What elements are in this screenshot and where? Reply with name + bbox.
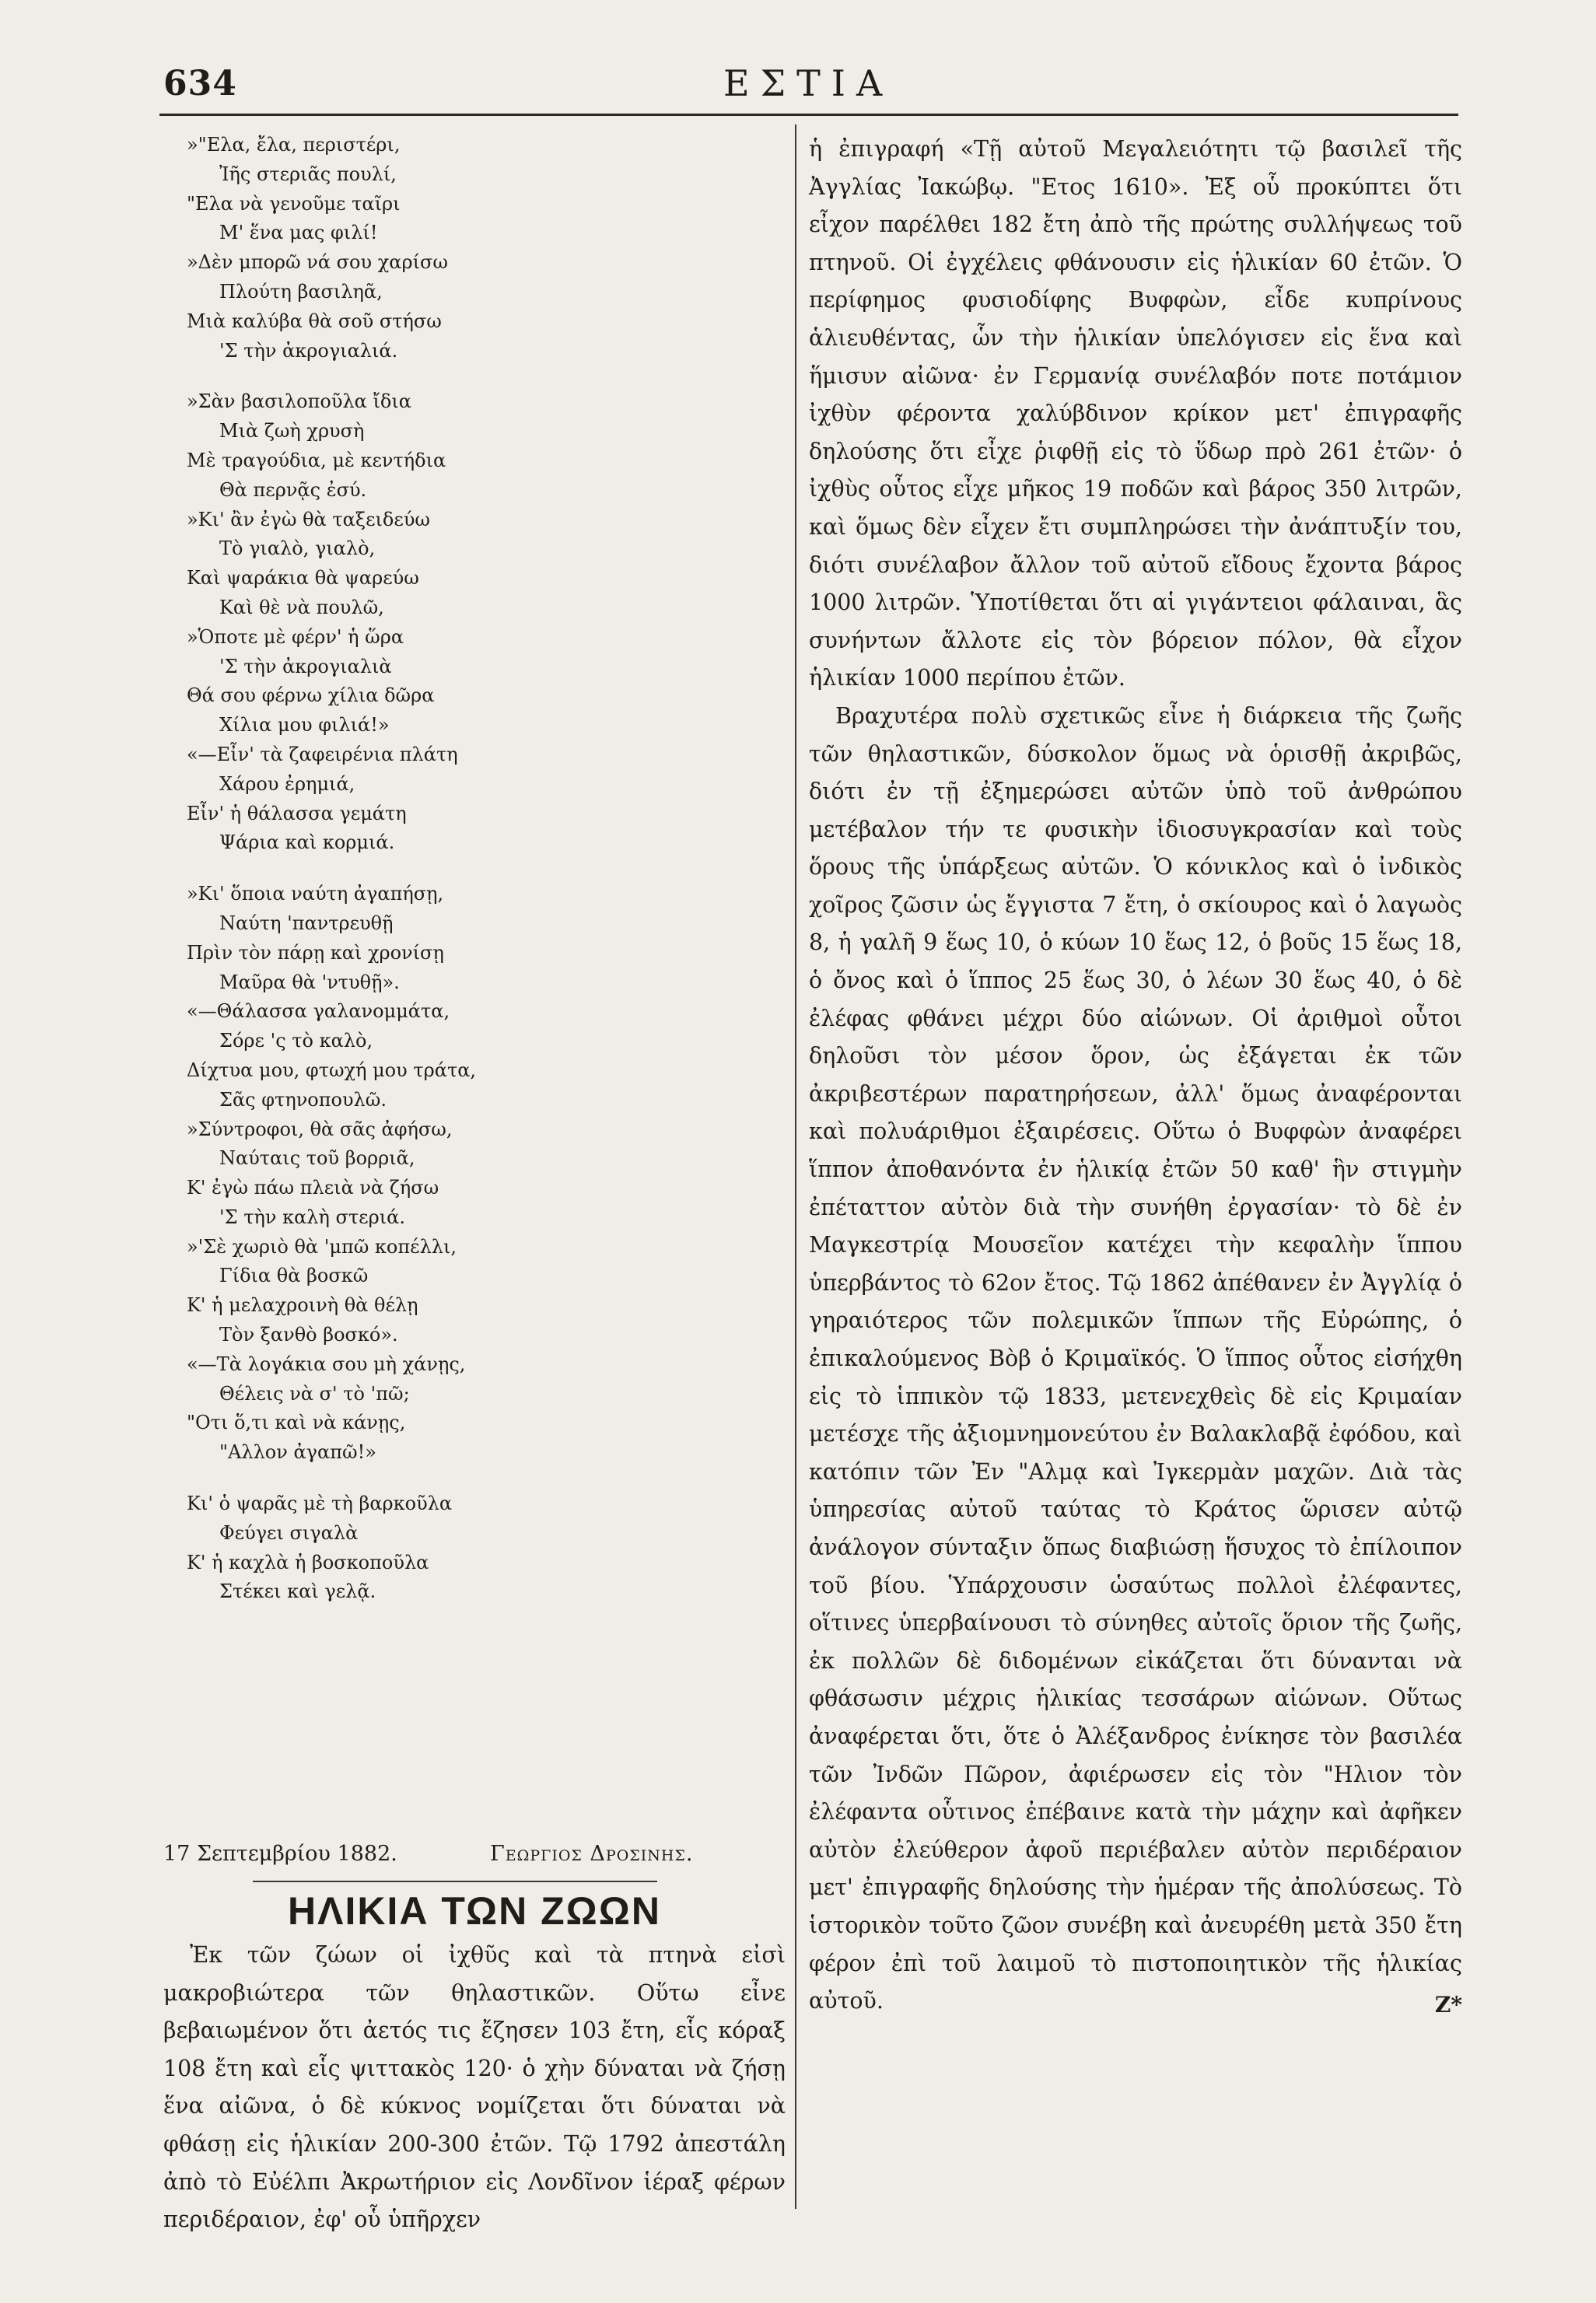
poem-line: »Ὁποτε μὲ φέρν' ἡ ὥρα bbox=[187, 625, 404, 648]
poem-line: Πρὶν τὸν πάρῃ καὶ χρονίσῃ bbox=[187, 941, 444, 964]
poem-line: Μιὰ καλύβα θὰ σοῦ στήσω bbox=[187, 310, 442, 332]
poem-date: 17 Σεπτεμβρίου 1882. bbox=[163, 1842, 397, 1866]
poem-line: Σᾶς φτηνοπουλῶ. bbox=[219, 1088, 387, 1111]
poem-line: 'Σ τὴν καλὴ στεριά. bbox=[219, 1206, 405, 1228]
column-divider bbox=[795, 124, 796, 2209]
poem-line: «—Εἶν' τὰ ζαφειρένια πλάτη bbox=[187, 743, 458, 765]
poem-line: Τὸ γιαλὸ, γιαλὸ, bbox=[219, 537, 376, 560]
poem-stanza bbox=[171, 387, 786, 858]
poem-line: "Ελα νὰ γενοῦμε ταῖρι bbox=[187, 192, 401, 215]
poem-line: Κ' ἡ μελαχροινὴ θὰ θέλῃ bbox=[187, 1294, 418, 1317]
poem-line: Ψάρια καὶ κορμιά. bbox=[219, 831, 395, 854]
poem-line: »Κι' ἂν ἐγὼ θὰ ταξειδεύω bbox=[187, 508, 430, 530]
article-signature: Ζ* bbox=[1434, 1991, 1462, 2018]
article-paragraph: ἡ ἐπιγραφή «Τῇ αὐτοῦ Μεγαλειότητι τῷ βασιλεῖ τῆς Ἀγγλίας Ἰακώβῳ. "Ετος 1610». Ἐξ οὗ προκύπτει ὅτι εἶχον παρέλθει 182 ἔτη ἀπὸ τῆς πρώτης συλλήψεως τοῦ πτηνοῦ. Οἱ ἐγχέλεις φθάνουσιν εἰς ἡλικίαν 60 ἐτῶν. Ὁ περίφημος φυσιοδίφης Βυφφὼν, εἶδε κυπρίνους ἁλιευθέντας, ὧν τὴν ἡλικίαν ὑπελόγισεν εἰς ἕνα καὶ ἥμισυν αἰῶνα· ἐν Γερμανίᾳ συνέλαβόν ποτε ποτάμιον ἰχθὺν φέροντα χαλύβδινον κρίκον μετ' ἐπιγραφῆς δηλούσης ὅτι εἶχε ῥιφθῇ εἰς τὸ ὕδωρ πρὸ 261 ἐτῶν· ὁ ἰχθὺς οὗτος εἶχε μῆκος 19 ποδῶν καὶ βάρος 350 λιτρῶν, καὶ ὅμως δὲν εἶχεν ἔτι συμπληρώσει τὴν ἀνάπτυξίν του, διότι συνέλαβον ἄλλον τοῦ αὐτοῦ εἴδους ἔχοντα βάρος 1000 λιτρῶν. Ὑποτίθεται ὅτι αἱ γιγάντειοι φάλαιναι, ἃς συνήντων ἄλλοτε εἰς τὸν βόρειον πόλον, θὰ εἶχον ἡλικίαν 1000 περίπου ἐτῶν. bbox=[809, 136, 1462, 691]
poem-line: Στέκει καὶ γελᾷ. bbox=[219, 1580, 376, 1603]
poem-line: Πλούτη βασιληᾶ, bbox=[219, 280, 383, 303]
poem-line: Ναύταις τοῦ βορριᾶ, bbox=[219, 1147, 415, 1170]
poem-line: Φεύγει σιγαλὰ bbox=[219, 1521, 359, 1544]
poem-line: Θὰ περνᾷς ἐσύ. bbox=[219, 478, 367, 501]
poem-line: »Σὰν βασιλοποῦλα ἴδια bbox=[187, 390, 411, 413]
poem-line: "Οτι ὅ,τι καὶ νὰ κάνῃς, bbox=[187, 1412, 406, 1434]
poem-line: Γίδια θὰ βοσκῶ bbox=[219, 1265, 369, 1287]
poem-line: Μιὰ ζωὴ χρυσὴ bbox=[219, 420, 365, 443]
poem-line: Εἶν' ἡ θάλασσα γεμάτη bbox=[187, 802, 407, 824]
poem-stanza bbox=[171, 880, 786, 1468]
poem-dateline bbox=[163, 1842, 723, 1866]
poem-line: Θά σου φέρνω χίλια δῶρα bbox=[187, 684, 435, 707]
page-number: 634 bbox=[163, 64, 237, 103]
page-header bbox=[0, 0, 1596, 124]
poem-line: »Δὲν μπορῶ νά σου χαρίσω bbox=[187, 251, 448, 274]
poem-line: Μ' ἕνα μας φιλί! bbox=[219, 222, 378, 244]
poem-line: Ἰῆς στεριᾶς πουλί, bbox=[219, 163, 397, 185]
poem-line: 'Σ τὴν ἀκρογιαλιά. bbox=[219, 339, 398, 362]
poem-line: Κι' ὁ ψαρᾶς μὲ τὴ βαρκοῦλα bbox=[187, 1493, 453, 1515]
journal-title: ΕΣΤΙΑ bbox=[723, 62, 894, 104]
title-rule bbox=[253, 1881, 657, 1882]
poem-line: Καὶ θὲ νὰ πουλῶ, bbox=[219, 596, 384, 618]
poem-author: Γεωργιος Δροσινης. bbox=[490, 1842, 694, 1866]
poem-line: Κ' ἡ καχλὰ ἡ βοσκοποῦλα bbox=[187, 1551, 429, 1573]
header-rule bbox=[159, 114, 1458, 116]
poem-line: Τὸν ξανθὸ βοσκό». bbox=[219, 1324, 398, 1346]
poem-line: »'Σὲ χωριὸ θὰ 'μπῶ κοπέλλι, bbox=[187, 1235, 457, 1258]
article-paragraph: Ἐκ τῶν ζώων οἱ ἰχθῦς καὶ τὰ πτηνὰ εἰσὶ μακροβιώτερα τῶν θηλαστικῶν. Οὕτω εἶνε βεβαιωμένον ὅτι ἀετός τις ἔζησεν 103 ἔτη, εἷς κόραξ 108 ἔτη καὶ εἷς ψιττακὸς 120· ὁ χὴν δύναται νὰ ζήσῃ ἕνα αἰῶνα, ὁ δὲ κύκνος νομίζεται ὅτι δύναται νὰ φθάσῃ εἰς ἡλικίαν 200-300 ἐτῶν. Τῷ 1792 ἀπεστάλη ἀπὸ τὸ Εὐέλπι Ἀκρωτήριον εἰς Λονδῖνον ἱέραξ φέρων περιδέραιον, ἐφ' οὗ ὑπῆρχεν bbox=[163, 1942, 786, 2233]
poem-line: Χάρου ἐρημιά, bbox=[219, 772, 355, 795]
article-title: ΗΛΙΚΙΑ ΤΩΝ ΖΩΩΝ bbox=[288, 1889, 661, 1933]
poem-line: Μαῦρα θὰ 'ντυθῇ». bbox=[219, 971, 400, 993]
poem-line: «—Τὰ λογάκια σου μὴ χάνῃς, bbox=[187, 1353, 466, 1375]
poem-line: Θέλεις νὰ σ' τὸ 'πῶ; bbox=[219, 1382, 410, 1405]
poem-line: "Αλλον ἀγαπῶ!» bbox=[219, 1441, 376, 1464]
poem-line: Σόρε 'ς τὸ καλὸ, bbox=[219, 1030, 373, 1052]
article-paragraph: Βραχυτέρα πολὺ σχετικῶς εἶνε ἡ διάρκεια τῆς ζωῆς τῶν θηλαστικῶν, δύσκολον ὅμως νὰ ὁρισθῇ ἀκριβῶς, διότι ἐν τῇ ἐξημερώσει αὐτῶν ὑπὸ τοῦ ἀνθρώπου μετέβαλον τήν τε φυσικὴν ἰδιοσυγκρασίαν καὶ τοὺς ὅρους τῆς ὑπάρξεως αὐτῶν. Ὁ κόνικλος καὶ ὁ ἰνδικὸς χοῖρος ζῶσιν ὡς ἔγγιστα 7 ἔτη, ὁ σκίουρος καὶ ὁ λαγωὸς 8, ἡ γαλῆ 9 ἕως 10, ὁ κύων 10 ἕως 12, ὁ βοῦς 15 ἕως 18, ὁ ὄνος καὶ ὁ ἵππος 25 ἕως 30, ὁ λέων 30 ἕως 40, ὁ δὲ ἐλέφας φθάνει μέχρι δύο αἰώνων. Οἱ ἀριθμοὶ οὗτοι δηλοῦσι τὸν μέσον ὅρον, ὡς ἐξάγεται ἐκ τῶν ἀκριβεστέρων παρατηρήσεων, ἀλλ' ὅμως ἀναφέρονται καὶ πολυάριθμοι ἐξαιρέσεις. Οὕτω ὁ Βυφφὼν ἀναφέρει ἵππον ἀποθανόντα ἐν ἡλικίᾳ ἐτῶν 50 καθ' ἣν στιγμὴν ἐπέταττον αὐτὸν διὰ τὴν συνήθη ἐργασίαν· τὸ δὲ ἐν Μαγκεστρίᾳ Μουσεῖον κατέχει τὴν κεφαλὴν ἵππου ὑπερβάντος τὸ 62ον ἔτος. Τῷ 1862 ἀπέθανεν ἐν Ἀγγλίᾳ ὁ γηραιότερος τῶν πολεμικῶν ἵππων τῆς Εὐρώπης, ὁ ἐπικαλούμενος Βὸβ ὁ Κριμαϊκός. Ὁ ἵππος οὗτος εἰσήχθη εἰς τὸ ἱππικὸν τῷ 1833, μετενεχθεὶς δὲ εἰς Κριμαίαν μετέσχε τῆς ἀξιομνημονεύτου ἐν Βαλακλαβᾷ ἐφόδου, καὶ κατόπιν τῶν Ἐν "Αλμᾳ καὶ Ἰγκερμὰν μαχῶν. Διὰ τὰς ὑπηρεσίας αὐτοῦ ταύτας τὸ Κράτος ὥρισεν αὐτῷ ἀνάλογον σύνταξιν ὅπως διαβιώσῃ ἥσυχος τὸ ἐπίλοιπον τοῦ βίου. Ὑπάρχουσιν ὡσαύτως πολλοὶ ἐλέφαντες, οἵτινες ὑπερβαίνουσι τὸ σύνηθες αὐτοῖς ὅριον τῆς ζωῆς, ἐκ πολλῶν δὲ διδομένων εἰκάζεται ὅτι δύνανται νὰ φθάσωσιν μέχρις ἡλικίας τεσσάρων αἰώνων. Οὕτως ἀναφέρεται ὅτι, ὅτε ὁ Ἀλέξανδρος ἐνίκησε τὸν βασιλέα τῶν Ἰνδῶν Πῶρον, ἀφιέρωσεν εἰς τὸν "Ηλιον τὸν ἐλέφαντα οὗτινος ἐπέβαινε κατὰ τὴν μάχην καὶ ἀφῆκεν αὐτὸν ἐλεύθερον ἀφοῦ περιέβαλεν αὐτὸν περιδέραιον μετ' ἐπιγραφῆς δηλούσης τὴν ἡμέραν τῆς ἀπολύσεως. Τὸ ἱστορικὸν τοῦτο ζῶον συνέβη καὶ ἀνευρέθη μετὰ 350 ἔτη φέρον ἐπὶ τοῦ λαιμοῦ τὸ πιστοποιητικὸν τῆς ἡλικίας αὐτοῦ. bbox=[809, 702, 1462, 2014]
poem-line: »Κι' ὅποια ναύτη ἀγαπήσῃ, bbox=[187, 883, 444, 905]
article-body-continued bbox=[809, 131, 1462, 2024]
poem bbox=[171, 131, 786, 1629]
poem-line: »"Ελα, ἔλα, περιστέρι, bbox=[187, 134, 401, 156]
poem-line: Μὲ τραγούδια, μὲ κεντήδια bbox=[187, 449, 446, 471]
article-body-start bbox=[163, 1937, 786, 2239]
poem-line: »Σύντροφοι, θὰ σᾶς ἀφήσω, bbox=[187, 1118, 453, 1140]
poem-stanza bbox=[171, 131, 786, 366]
poem-line: Κ' ἐγὼ πάω πλειὰ νὰ ζήσω bbox=[187, 1177, 439, 1199]
poem-line: «—Θάλασσα γαλανομμάτα, bbox=[187, 1000, 450, 1023]
poem-line: 'Σ τὴν ἀκρογιαλιὰ bbox=[219, 655, 392, 677]
poem-line: Ναύτη 'παντρευθῇ bbox=[219, 912, 394, 934]
poem-line: Δίχτυα μου, φτωχή μου τράτα, bbox=[187, 1059, 477, 1081]
poem-line: Καὶ ψαράκια θὰ ψαρεύω bbox=[187, 567, 419, 590]
poem-line: Χίλια μου φιλιά!» bbox=[219, 714, 390, 737]
poem-stanza bbox=[171, 1489, 786, 1607]
